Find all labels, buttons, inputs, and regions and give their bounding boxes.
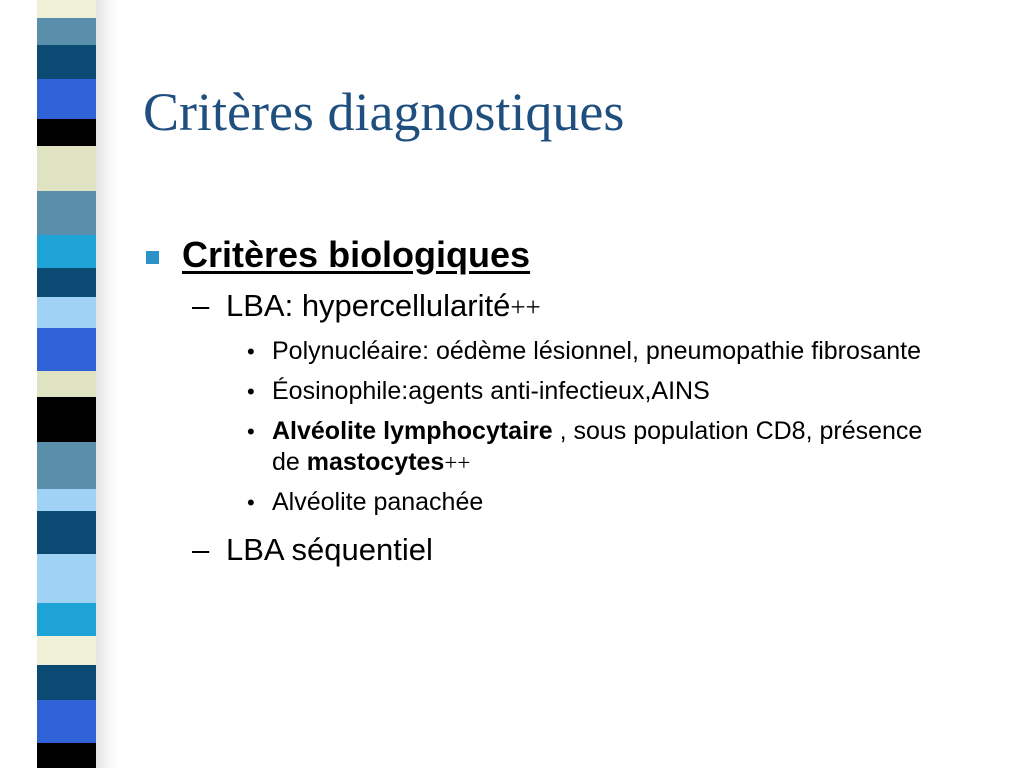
- stripe-segment: [37, 235, 96, 268]
- stripe-segment: [37, 328, 96, 371]
- stripe-segment: [37, 191, 96, 235]
- sub-bullet: [192, 286, 1000, 327]
- stripe-segment: [37, 297, 96, 328]
- dot-bullet-icon: •: [247, 419, 255, 444]
- stripe-segment: [37, 442, 96, 489]
- list-item-text: Polynucléaire: oédème lésionnel, pneumopathie fibrosante: [272, 337, 922, 365]
- stripe-segment: [37, 636, 96, 665]
- sub-bullet-text: LBA: hypercellularité: [226, 288, 511, 323]
- stripe-segment: [37, 45, 96, 79]
- stripe-segment: [37, 743, 96, 768]
- list-item: [247, 416, 932, 478]
- heading-text: Critères biologiques: [182, 234, 531, 275]
- stripe-segment: [37, 0, 96, 18]
- list-item-text: , sous population CD8, présence de: [272, 417, 923, 476]
- list-item-suffix: ++: [444, 450, 471, 475]
- bullet-heading: [140, 232, 1000, 278]
- slide-body: [140, 232, 1000, 570]
- list-item-bold-term: mastocytes: [306, 448, 445, 476]
- list-item-text: Éosinophile:agents anti-infectieux,AINS: [272, 377, 710, 405]
- dot-bullet-icon: •: [247, 339, 255, 364]
- list-item-text: Alvéolite panachée: [272, 488, 484, 516]
- stripe-segment: [37, 18, 96, 45]
- list-item-bold-term: Alvéolite lymphocytaire: [272, 417, 553, 445]
- dot-bullet-icon: •: [247, 490, 255, 515]
- stripe-segment: [37, 700, 96, 743]
- stripe-segment: [37, 665, 96, 700]
- list-item: [247, 487, 932, 518]
- stripe-band-shadow: [96, 0, 118, 768]
- square-bullet-icon: [146, 251, 159, 264]
- dash-marker: –: [192, 288, 210, 323]
- stripe-segment: [37, 79, 96, 119]
- stripe-segment: [37, 554, 96, 603]
- stripe-segment: [37, 397, 96, 442]
- list-item: [247, 376, 932, 407]
- sub-bullet-suffix: ++: [510, 292, 541, 322]
- decorative-stripe-band: [37, 0, 96, 768]
- stripe-segment: [37, 511, 96, 554]
- stripe-segment: [37, 268, 96, 297]
- stripe-segment: [37, 489, 96, 511]
- stripe-segment: [37, 371, 96, 397]
- sub-bullet: [192, 530, 1000, 570]
- stripe-segment: [37, 603, 96, 636]
- stripe-segment: [37, 146, 96, 191]
- stripe-segment: [37, 119, 96, 146]
- dash-marker: –: [192, 532, 210, 567]
- slide-title: Critères diagnostiques: [143, 82, 625, 142]
- list-item: [247, 336, 932, 367]
- dot-bullet-icon: •: [247, 379, 255, 404]
- sub-bullet-text: LBA séquentiel: [226, 532, 433, 567]
